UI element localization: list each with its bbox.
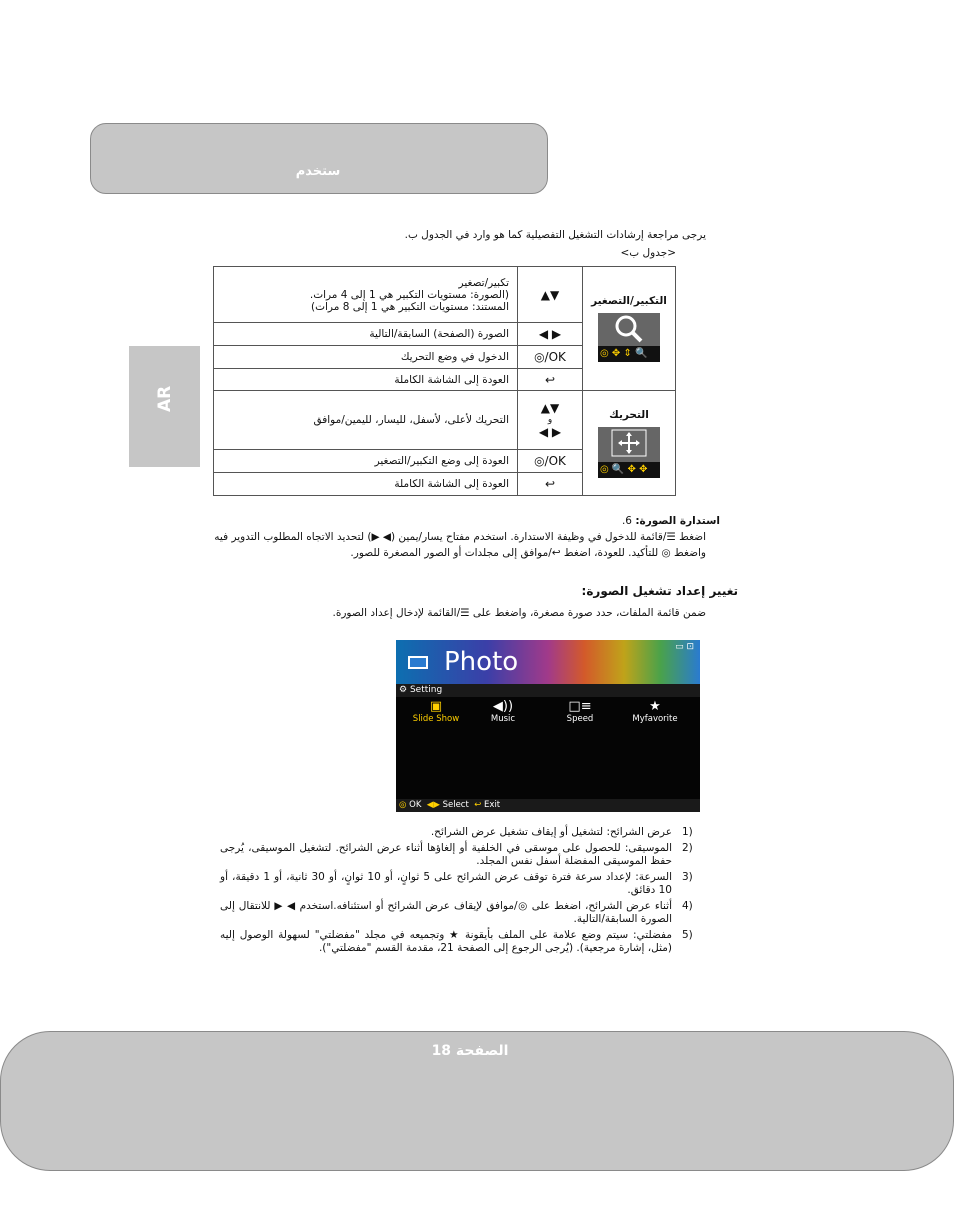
star-icon: ★: [649, 699, 661, 714]
speed-option[interactable]: □≡ Speed: [545, 700, 615, 724]
pan-mode-cell: [583, 391, 676, 496]
rotate-line-2: واضغط ◎ للتأكيد. للعودة، اضغط ↩/موافق إلى مجلدات أو الصور المصغرة للصور.: [350, 547, 706, 559]
back-key: ↩: [518, 369, 583, 391]
table-row: العودة إلى الشاشة الكاملة: [214, 369, 518, 391]
list-item: 5) مفضلتي: سيتم وضع علامة على الملف بأيقونة ★ وتجميعه في مجلد "مفضلتي" لسهولة الوصول إليه (مثل، إشارة مرجعية). (يُرجى الرجوع إلى الصفحة 21، مقدمة القسم "مفضلتي").: [220, 929, 693, 954]
header-tab: [90, 123, 548, 194]
intro-text: يرجى مراجعة إرشادات التشغيل التفصيلية كما هو وارد في الجدول ب.: [404, 229, 706, 241]
rotate-line-1: اضغط ☰/قائمة للدخول في وظيفة الاستدارة. استخدم مفتاح يسار/يمين (◀ ▶) لتحديد الاتجاه المطلوب التدوير فيه: [214, 531, 706, 543]
left-right-keys: ◀ ▶: [518, 323, 583, 346]
settings-notes: [220, 826, 706, 958]
back-icon: ↩: [474, 800, 482, 810]
zoom-mode-cell: [583, 267, 676, 391]
language-label: AR: [155, 385, 175, 412]
speed-icon: □≡: [568, 699, 592, 714]
up-down-keys: ▲▼: [518, 267, 583, 323]
gear-icon: ⚙: [399, 685, 408, 695]
back-key: ↩: [518, 473, 583, 496]
list-item: 4) أثناء عرض الشرائح، اضغط على ◎/موافق لإيقاف عرض الشرائح أو استئنافه.استخدم ◀ ▶ للانتقال إلى الصورة السابقة/التالية.: [220, 900, 693, 925]
page-number: الصفحة 18: [431, 1043, 509, 1059]
setting-bar: ⚙ Setting: [396, 684, 700, 697]
slideshow-icon: ▣: [429, 699, 443, 714]
myfavorite-option[interactable]: ★ Myfavorite: [620, 700, 690, 724]
table-row: العودة إلى الشاشة الكاملة: [214, 473, 518, 496]
pan-icon: ◎ 🔍 ✥ ✥: [598, 427, 660, 478]
list-item: 2) الموسيقى: للحصول على موسقى في الخلفية أو إلغاؤها أثناء عرض الشرائح. لتشغيل الموسيقى، يُرجى حفظ الموسيقى المفضلة أسفل نفس المجلد.: [220, 842, 693, 867]
battery-icon: ▭ ⊡: [675, 642, 694, 652]
slideshow-option[interactable]: ▣ Slide Show: [401, 700, 471, 724]
table-row: الدخول في وضع التحريك: [214, 346, 518, 369]
screen-banner: [396, 640, 700, 684]
zoom-icon: ◎ ✥ ⇕ 🔍: [598, 313, 660, 362]
list-item: 3) السرعة: لإعداد سرعة فترة توقف عرض الشرائح على 5 ثوانٍ، أو 10 ثوانٍ، أو 30 ثانية، أو 1 دقيقة، أو 10 دقائق.: [220, 871, 693, 896]
left-right-icon: ◀▶: [426, 800, 440, 810]
ok-key: ◎/OK: [518, 346, 583, 369]
music-icon: ◀)): [492, 699, 514, 714]
settings-heading: تغيير إعداد تشغيل الصورة:: [581, 584, 738, 598]
table-row: العودة إلى وضع التكبير/التصغير: [214, 450, 518, 473]
music-option[interactable]: ◀)) Music: [468, 700, 538, 724]
pan-mode-title: التحريك: [609, 408, 649, 421]
language-tab: [129, 346, 200, 467]
settings-text: ضمن قائمة الملفات، حدد صورة مصغرة، واضغط على ☰/القائمة لإدخال إعداد الصورة.: [332, 607, 706, 619]
screen-title: Photo: [444, 647, 519, 677]
zoom-mode-title: التكبير/التصغير: [591, 295, 667, 307]
film-icon: [408, 656, 428, 669]
table-row: الصورة (الصفحة) السابقة/التالية: [214, 323, 518, 346]
direction-keys: ▲▼ و ◀ ▶: [518, 391, 583, 450]
screen-hint-bar: ◎ OK ◀▶ Select ↩ Exit: [396, 799, 700, 812]
ok-icon: ◎: [399, 800, 407, 810]
header-title: ستخدم: [295, 164, 341, 179]
photo-settings-screen: [396, 640, 700, 812]
table-caption: <جدول ب>: [620, 247, 676, 259]
table-row: التحريك لأعلى، لأسفل، لليسار، لليمين/موافق: [214, 391, 518, 450]
navigation-table: [213, 266, 676, 496]
ok-key: ◎/OK: [518, 450, 583, 473]
table-row: تكبير/تصغير (الصورة: مستويات التكبير هي 1 إلى 4 مرات. المستند: مستويات التكبير هي 1 إلى 8 مرات): [214, 267, 518, 323]
rotate-heading: استدارة الصورة: 6.: [621, 515, 720, 527]
list-item: 1) عرض الشرائح: لتشغيل أو إيقاف تشغيل عرض الشرائح.: [430, 826, 693, 838]
